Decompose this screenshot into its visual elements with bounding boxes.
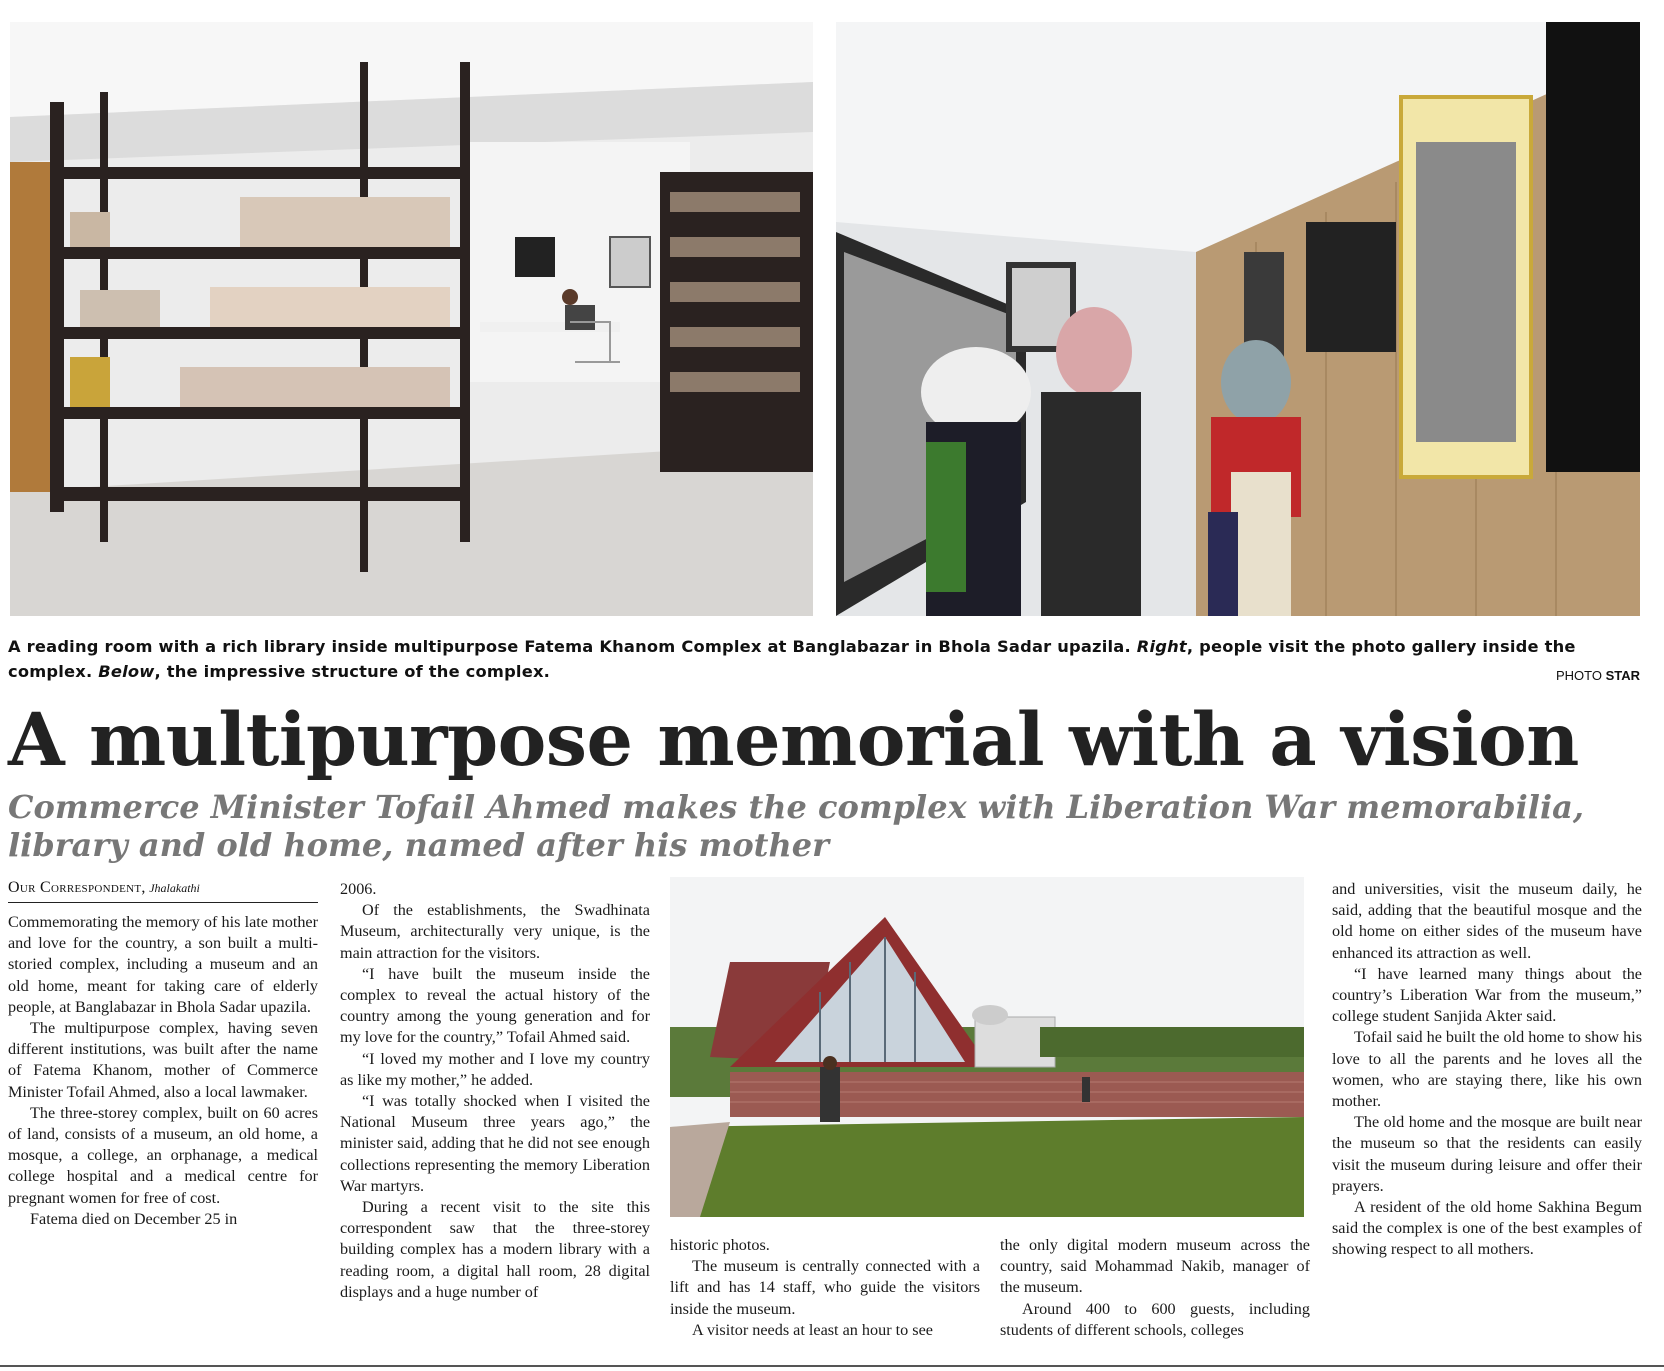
paragraph: Fatema died on December 25 in [30,1209,238,1228]
paragraph: “I have built the museum inside the complex to reveal the actual history of the country among the young generation and for my love for the country,” Tofail Ahmed said. [340,964,650,1047]
photo-credit [1556,668,1640,683]
paragraph: A visitor needs at least an hour to see [692,1320,933,1339]
article-column-4 [1000,1235,1310,1341]
headline: A multipurpose memorial with a vision [8,697,1579,783]
paragraph: Around 400 to 600 guests, including students of different schools, colleges [1000,1299,1310,1339]
caption-text-3: , the impressive structure of the complex. [154,662,551,681]
photo-gallery-visitors [836,22,1640,616]
caption-right-word: Right [1136,637,1187,656]
paragraph: Commemorating the memory of his late mother and love for the country, a son built a multi-storied complex, including a museum and an old home, meant for taking care of elderly people, at Banglabazar in Bhola Sadar upazila. [8,913,318,1016]
bottom-rule [0,1365,1664,1367]
paragraph: historic photos. [670,1236,770,1254]
caption-below-word: Below [98,662,155,681]
paragraph: 2006. [340,880,377,898]
caption-text-2: , people visit the photo gallery inside the complex. [8,637,1576,681]
paragraph: The old home and the mosque are built near the museum so that the residents can easily visit the museum during leisure and offer their prayers. [1332,1113,1642,1195]
paragraph: Tofail said he built the old home to show his love to all the parents and he loves all the women, who are staying there, like his own mother. [1332,1028,1642,1111]
paragraph: “I have learned many things about the country’s Liberation War from the museum,” college student Sanjida Akter said. [1332,964,1642,1026]
paragraph: The museum is centrally connected with a lift and has 14 staff, who guide the visitors inside the museum. [670,1257,980,1318]
paragraph: During a recent visit to the site this correspondent saw that the three-storey building complex has a modern library with a reading room, a digital hall room, 28 digital displays and a huge number of [340,1198,650,1301]
byline-place: Jhalakathi [149,881,200,895]
credit-prefix: PHOTO [1555,668,1602,683]
credit-source: STAR [1605,668,1640,683]
caption-text-1: A reading room with a rich library inside multipurpose Fatema Khanom Complex at Banglabazar in Bhola Sadar upazila. [8,637,1137,656]
photo-library-reading-room [10,22,813,616]
paragraph: the only digital modern museum across the country, said Mohammad Nakib, manager of the museum. [1000,1236,1310,1297]
photo-caption [8,634,1648,684]
paragraph: “I loved my mother and I love my country as like my mother,” he added. [340,1049,650,1089]
paragraph: The three-storey complex, built on 60 acres of land, consists of a museum, an old home, a mosque, a college, an orphanage, a medical college hospital and a medical centre for pregnant women for free of cost. [8,1103,318,1207]
subhead: Commerce Minister Tofail Ahmed makes the complex with Liberation War memorabilia, library and old home, named after his mother [8,788,1584,864]
article-column-1 [8,912,318,1230]
paragraph: Of the establishments, the Swadhinata Museum, architecturally very unique, is the main attraction for the visitors. [340,901,650,962]
byline-name: Our Correspondent, [8,879,146,896]
photo-complex-structure [670,877,1304,1217]
paragraph: “I was totally shocked when I visited the National Museum three years ago,” the minister said, adding that he did not see enough collections representing the memory Liberation War martyrs. [340,1092,650,1195]
byline [8,879,318,903]
paragraph: and universities, visit the museum daily, he said, adding that the beautiful mosque and the old home on either sides of the museum have enhanced its attraction as well. [1332,880,1642,962]
paragraph: The multipurpose complex, having seven different institutions, was built after the name of Fatema Khanom, mother of Commerce Minister Tofail Ahmed, also a local lawmaker. [8,1019,318,1101]
article-column-2 [340,879,650,1303]
article-column-5 [1332,879,1642,1261]
article-column-3 [670,1235,980,1341]
paragraph: A resident of the old home Sakhina Begum said the complex is one of the best examples of showing respect to all mothers. [1332,1198,1642,1259]
